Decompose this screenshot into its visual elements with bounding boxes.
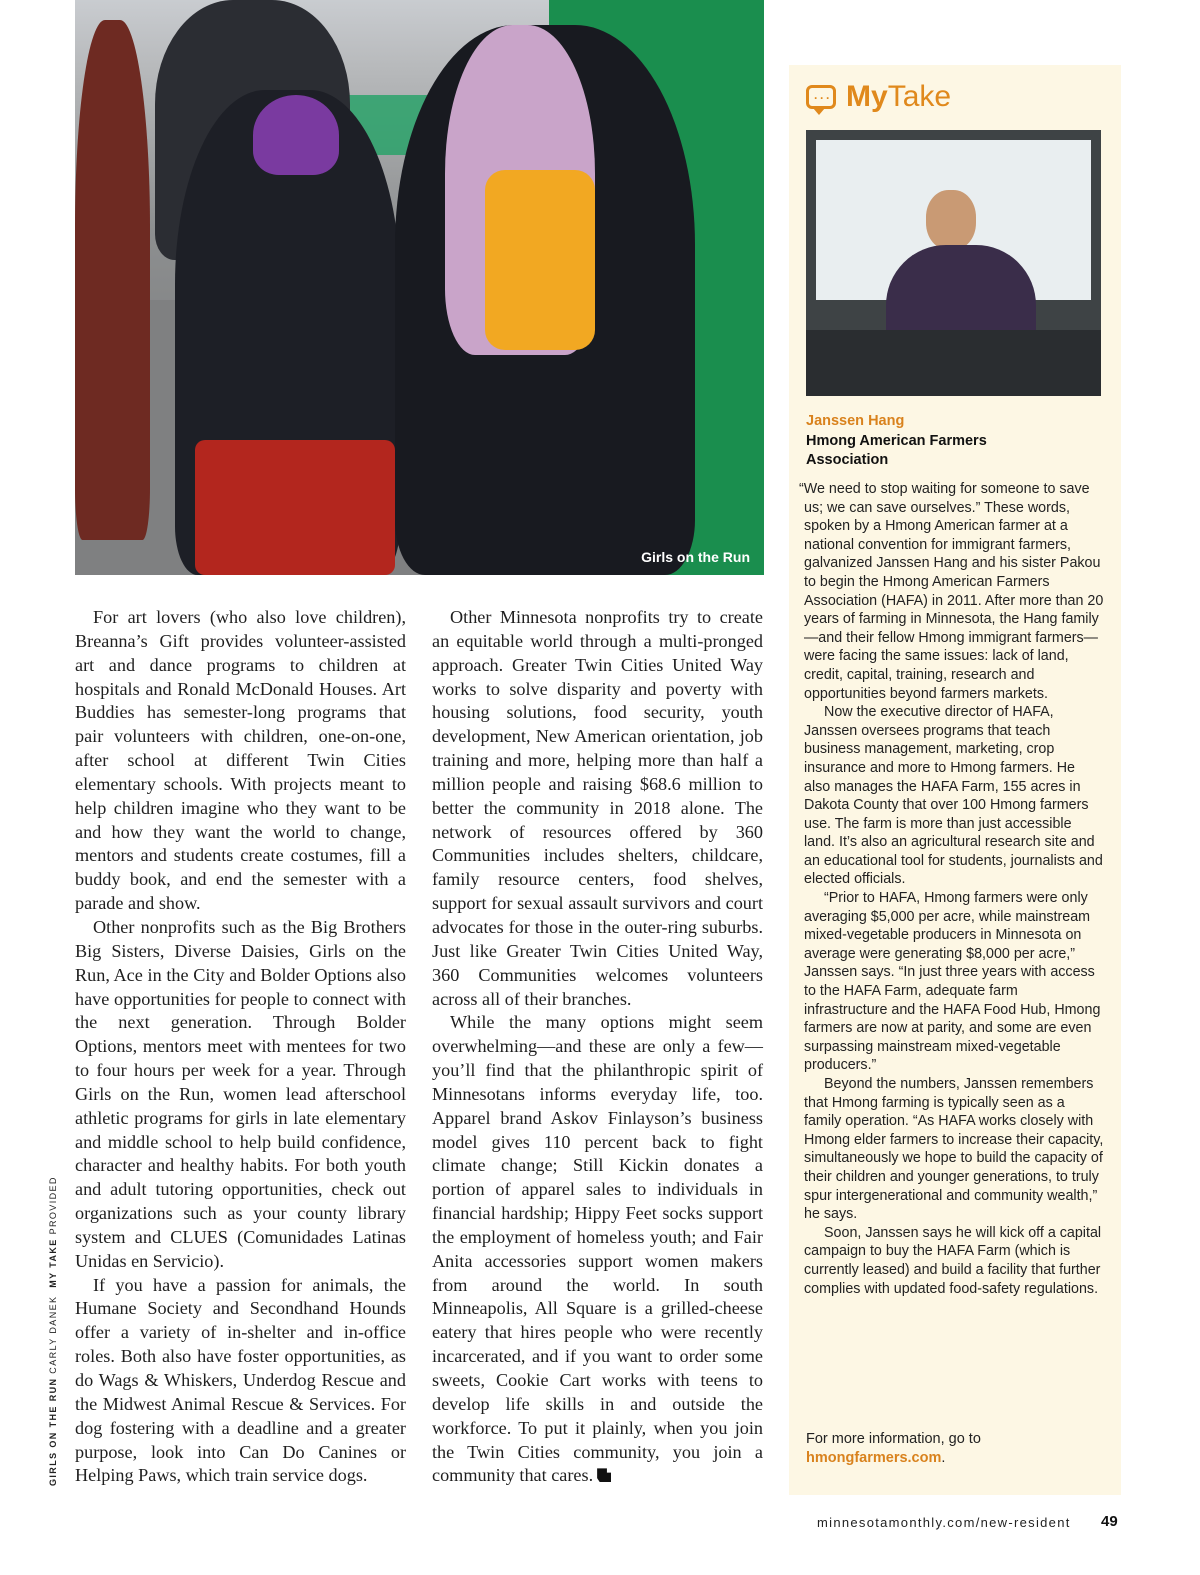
my-take-title: MyTake bbox=[846, 80, 952, 113]
profile-name: Janssen Hang bbox=[806, 413, 905, 429]
paragraph: Soon, Janssen says he will kick off a capital campaign to buy the HAFA Farm (which is currently leased) and build a facility that further complies with updated food-safety regulations. bbox=[804, 1224, 1102, 1297]
paragraph: For art lovers (who also love children), Breanna’s Gift provides volunteer-assisted art and dance programs to children at hospitals and Ronald McDonald Houses. Art Buddies has semester-long programs that pair volunteers with children, one-on-one, after school at different Twin Cities elementary schools. With projects meant to help children imagine who they want to be and how they want the world to change, mentors and students create costumes, fill a buddy book, and end the semester with a parade and show. bbox=[75, 607, 406, 914]
footer-url: minnesotamonthly.com/new-resident bbox=[817, 1515, 1071, 1530]
paragraph: Beyond the numbers, Janssen remembers that Hmong farming is typically seen as a family operation. “As HAFA works closely with Hmong elder farmers to increase their capacity, simultaneously we hope to build the capacity of their children and younger generations, to truly spur intergenerational and community wealth,” he says. bbox=[804, 1076, 1104, 1223]
my-take-header bbox=[806, 80, 951, 114]
speech-bubble-icon: ··· bbox=[806, 85, 836, 109]
portrait-photo bbox=[806, 130, 1101, 396]
more-info: For more information, go to hmongfarmers.com. bbox=[806, 1431, 981, 1466]
sidebar-body bbox=[799, 480, 1104, 1298]
paragraph: Other Minnesota nonprofits try to create an equitable world through a multi-pronged approach. Greater Twin Cities United Way works to solve disparity and poverty with housing solutions, food security, youth development, New American orientation, job training and more, helping more than half a million people and raising $68.6 million to better the community in 2018 alone. The network of resources offered by 360 Communities includes shelters, childcare, family resource centers, food shelves, support for sexual assault survivors and court advocates for those in the outer-ring suburbs. Just like Greater Twin Cities United Way, 360 Communities welcomes volunteers across all of their branches. bbox=[432, 607, 763, 1009]
article-column-1 bbox=[75, 606, 406, 1488]
photo-caption: Girls on the Run bbox=[641, 549, 750, 565]
paragraph-text: While the many options might seem overwhelming—and these are only a few—you’ll find that the philanthropic spirit of Minnesotans informs everyday life, too. Apparel brand Askov Finlayson’s business model gives 110 percent back to fight climate change; Still Kickin donates a portion of apparel sales to individuals in financial hardship; Hippy Feet socks support the employment of homeless youth; and Fair Anita accessories support women makers from around the world. In south Minneapolis, All Square is a grilled-cheese eatery that hires people who were recently incarcerated, and if you want to order some sweets, Cookie Cart works with teens to develop life skills in and outside the workforce. To put it plainly, when you join the Twin Cities community, you join a community that cares. bbox=[432, 1012, 763, 1486]
website-link[interactable]: hmongfarmers.com bbox=[806, 1450, 942, 1466]
paragraph: If you have a passion for animals, the Humane Society and Secondhand Hounds offer a variety of in-shelter and in-office roles. Both also have foster opportunities, as do Wags & Whiskers, Underdog Rescue and the Midwest Animal Rescue & Services. For dog fostering with a deadline and a greater purpose, look into Can Do Canines or Helping Paws, which train service dogs. bbox=[75, 1274, 406, 1486]
paragraph: Other nonprofits such as the Big Brothers Big Sisters, Diverse Daisies, Girls on the Run, Ace in the City and Bolder Options also have opportunities for people to connect with the next generation. Through Bolder Options, mentors meet with mentees for two to four hours per week for a year. Through Girls on the Run, women lead afterschool athletic programs for girls in late elementary and middle school to help build confidence, character and healthy habits. For both youth and adult tutoring opportunities, check out organizations such as your county library system and CLUES (Comunidades Latinas Unidas en Servicio). bbox=[75, 916, 406, 1271]
article-column-2 bbox=[432, 606, 763, 1488]
hero-photo bbox=[75, 0, 764, 575]
paragraph: “Prior to HAFA, Hmong farmers were only averaging $5,000 per acre, while mainstream mixed-vegetable producers in Minnesota on average were generating $8,000 per acre,” Janssen says. “In just three years with access to the HAFA Farm, adequate farm infrastructure and the HAFA Food Hub, Hmong farmers are now at parity, and some are even surpassing mainstream mixed-vegetable producers.” bbox=[804, 890, 1101, 1074]
paragraph bbox=[432, 1011, 763, 1488]
paragraph: “We need to stop waiting for someone to save us; we can save ourselves.” These words, spoken by a Hmong American farmer at a national convention for immigrant farmers, galvanized Janssen Hang and his sister Pakou to begin the Hmong American Farmers Association (HAFA) in 2011. After more than 20 years of farming in Minnesota, the Hang family—and their fellow Hmong immigrant farmers—were facing the same issues: lack of land, credit, capital, training, research and opportunities beyond farmers markets. bbox=[799, 481, 1104, 702]
paragraph: Now the executive director of HAFA, Janssen oversees programs that teach business management, marketing, crop insurance and more to Hmong farmers. He also manages the HAFA Farm, 155 acres in Dakota County that over 100 Hmong farmers use. The farm is more than just accessible land. It’s also an agricultural research site and an educational tool for students, journalists and elected officials. bbox=[804, 704, 1103, 888]
minnesota-end-mark-icon bbox=[597, 1468, 611, 1482]
photo-credit: GIRLS ON THE RUN CARLY DANEK MY TAKE PROVIDED bbox=[48, 1176, 58, 1486]
profile-organization: Hmong American Farmers Association bbox=[806, 433, 987, 468]
page-number: 49 bbox=[1101, 1513, 1118, 1530]
